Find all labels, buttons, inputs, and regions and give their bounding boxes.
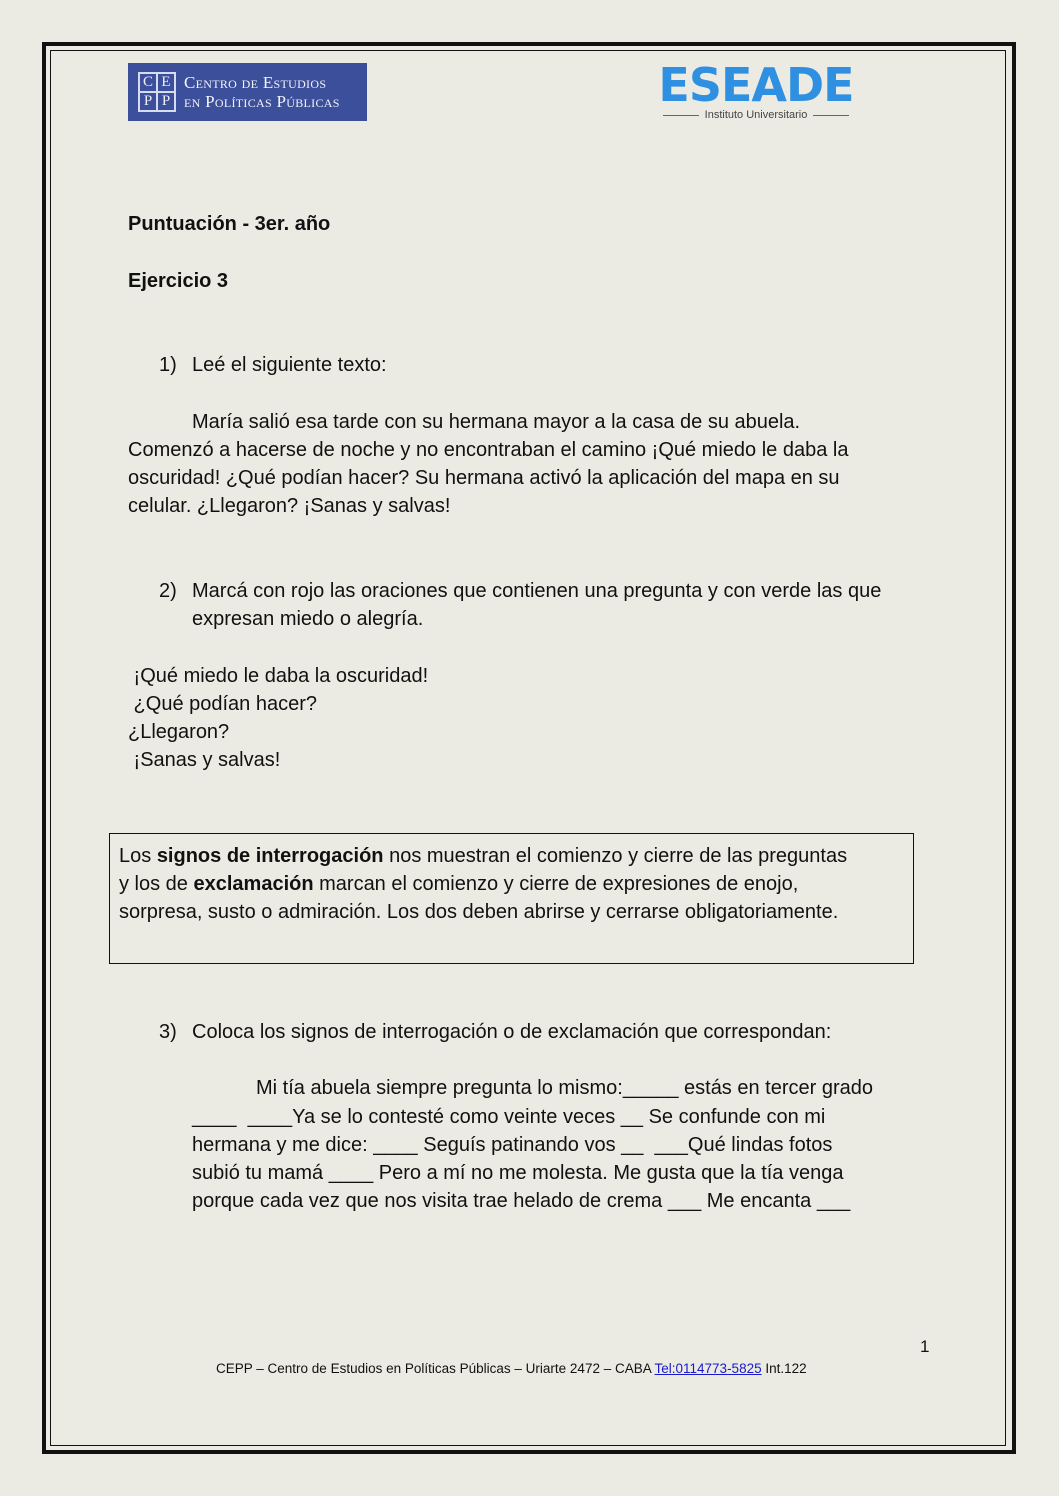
sentence-item[interactable]: ¡Sanas y salvas! [128,749,281,771]
cepp-logo [128,63,367,121]
cepp-name [184,73,340,111]
q3-prompt: Coloca los signos de interrogación o de exclamación que correspondan: [192,1021,832,1043]
page-number: 1 [920,1337,930,1356]
q3-number: 3) [159,1021,177,1043]
info-text: y los de [119,873,194,895]
cepp-letter: E [157,73,175,92]
cepp-monogram [138,72,176,112]
q2-prompt-line: Marcá con rojo las oraciones que contienen una pregunta y con verde las que [192,580,882,602]
info-bold-term: exclamación [193,873,314,895]
sentence-item[interactable]: ¿Llegaron? [128,721,230,743]
divider [663,115,699,116]
worksheet-title: Puntuación - 3er. año [128,213,331,235]
footer-text: CEPP – Centro de Estudios en Políticas Públicas – Uriarte 2472 – CABA [216,1361,655,1376]
info-text: nos muestran el comienzo y cierre de las preguntas [383,845,848,867]
exercise-label: Ejercicio 3 [128,270,229,292]
q2-number: 2) [159,580,177,602]
info-bold-term: signos de interrogación [156,845,384,867]
eseade-subtitle: Instituto Universitario [704,109,808,121]
text-line: María salió esa tarde con su hermana mayor a la casa de su abuela. [192,411,801,433]
eseade-subtitle-row [658,107,854,123]
cepp-name-line1: Centro de Estudios [184,73,327,92]
fill-in-line[interactable]: hermana y me dice: ____ Seguís patinando vos __ ___Qué lindas fotos [192,1134,833,1156]
fill-in-line[interactable]: porque cada vez que nos visita trae helado de crema ___ Me encanta ___ [192,1190,851,1212]
info-text: marcan el comienzo y cierre de expresiones de enojo, [313,873,799,895]
info-line-3: sorpresa, susto o admiración. Los dos deben abrirse y cerrarse obligatoriamente. [119,901,839,923]
sentence-item[interactable]: ¿Qué podían hacer? [128,693,318,715]
q2-prompt-line: expresan miedo o alegría. [192,608,424,630]
cepp-letter: P [139,92,157,111]
text-line: Comenzó a hacerse de noche y no encontraban el camino ¡Qué miedo le daba la [128,439,849,461]
eseade-wordmark: ESEADE [658,58,854,112]
fill-in-line[interactable]: subió tu mamá ____ Pero a mí no me molesta. Me gusta que la tía venga [192,1162,844,1184]
cepp-name-line2: en Políticas Públicas [184,92,340,111]
cepp-letter: C [139,73,157,92]
info-line-2 [119,870,798,898]
sentence-item[interactable]: ¡Qué miedo le daba la oscuridad! [128,665,429,687]
footer [216,1361,807,1376]
text-line: celular. ¿Llegaron? ¡Sanas y salvas! [128,495,451,517]
cepp-letter: P [157,92,175,111]
eseade-logo [658,60,854,124]
footer-extension: Int.122 [761,1361,807,1376]
q1-number: 1) [159,354,177,376]
info-line-1 [119,842,847,870]
fill-in-line[interactable]: Mi tía abuela siempre pregunta lo mismo:_____ estás en tercer grado [256,1077,874,1099]
info-text: Los [119,845,157,867]
text-line: oscuridad! ¿Qué podían hacer? Su hermana activó la aplicación del mapa en su [128,467,840,489]
fill-in-line[interactable]: ____ ____Ya se lo contesté como veinte veces __ Se confunde con mi [192,1106,826,1128]
divider [813,115,849,116]
q1-prompt: Leé el siguiente texto: [192,354,387,376]
phone-link[interactable]: Tel:0114773-5825 [654,1361,762,1376]
